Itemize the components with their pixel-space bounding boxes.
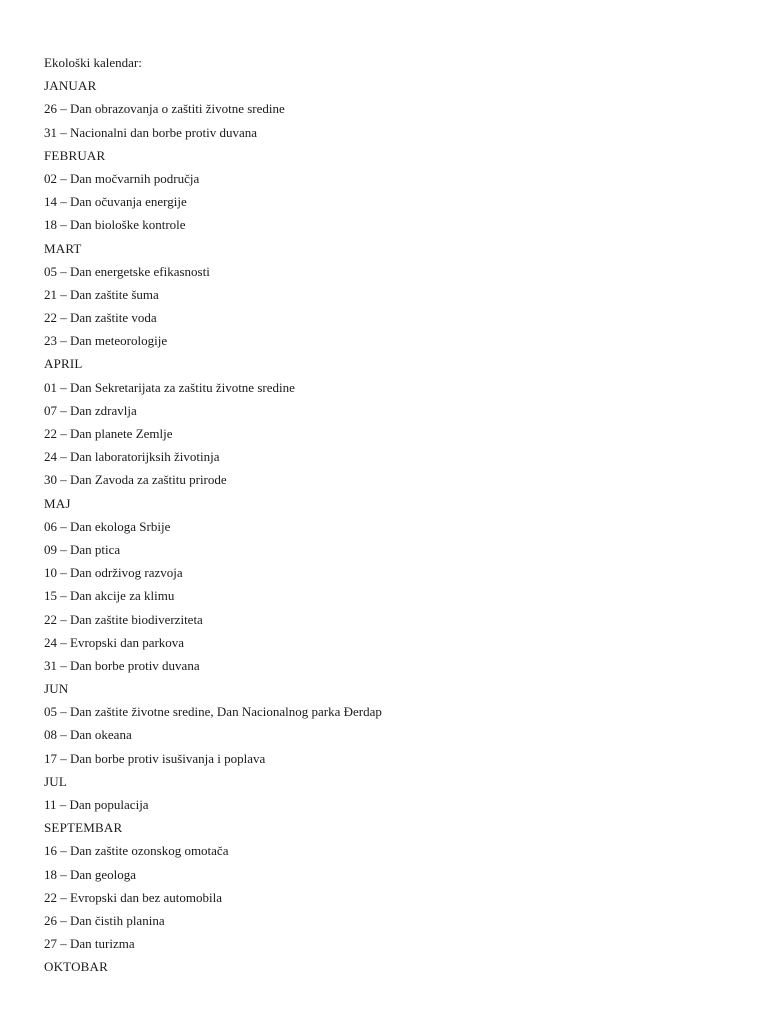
calendar-entry: 31 – Nacionalni dan borbe protiv duvana: [44, 124, 257, 140]
calendar-entry: 07 – Dan zdravlja: [44, 402, 137, 418]
month-heading: OKTOBAR: [44, 959, 109, 975]
calendar-entry: 24 – Evropski dan parkova: [44, 634, 185, 650]
calendar-entry: 06 – Dan ekologa Srbije: [44, 518, 171, 534]
calendar-entry: 16 – Dan zaštite ozonskog omotača: [44, 843, 229, 859]
calendar-entry: 02 – Dan močvarnih područja: [44, 170, 200, 186]
calendar-entry: 22 – Dan zaštite voda: [44, 310, 157, 326]
calendar-entry: 05 – Dan zaštite životne sredine, Dan Nacionalnog parka Đerdap: [44, 704, 382, 720]
calendar-entry: 05 – Dan energetske efikasnosti: [44, 263, 210, 279]
calendar-entry: 22 – Evropski dan bez automobila: [44, 889, 222, 905]
month-heading: MART: [44, 240, 82, 256]
calendar-entry: 11 – Dan populacija: [44, 797, 149, 812]
calendar-entry: 31 – Dan borbe protiv duvana: [44, 657, 200, 673]
document-title: Ekološki kalendar:: [44, 55, 142, 70]
calendar-entry: 26 – Dan čistih planina: [44, 912, 165, 928]
calendar-entry: 18 – Dan geologa: [44, 866, 137, 882]
month-heading: JUL: [44, 773, 67, 789]
calendar-entry: 26 – Dan obrazovanja o zaštiti životne sredine: [44, 101, 285, 117]
calendar-list: [44, 74, 744, 978]
calendar-entry: 17 – Dan borbe protiv isušivanja i poplava: [44, 750, 266, 766]
calendar-entry: 10 – Dan održivog razvoja: [44, 565, 183, 581]
month-heading: APRIL: [44, 356, 83, 372]
calendar-entry: 22 – Dan planete Zemlje: [44, 426, 173, 441]
calendar-entry: 21 – Dan zaštite šuma: [44, 286, 159, 302]
calendar-entry: 18 – Dan biološke kontrole: [44, 217, 186, 233]
calendar-entry: 24 – Dan laboratorijksih životinja: [44, 449, 220, 465]
calendar-entry: 23 – Dan meteorologije: [44, 333, 168, 349]
calendar-entry: 09 – Dan ptica: [44, 541, 121, 557]
month-heading: JANUAR: [44, 78, 97, 94]
month-heading: SEPTEMBAR: [44, 820, 123, 836]
calendar-entry: 01 – Dan Sekretarijata za zaštitu životne sredine: [44, 379, 295, 395]
calendar-entry: 08 – Dan okeana: [44, 727, 132, 743]
month-heading: MAJ: [44, 495, 71, 511]
month-heading: JUN: [44, 681, 69, 697]
calendar-entry: 14 – Dan očuvanja energije: [44, 194, 187, 210]
calendar-entry: 27 – Dan turizma: [44, 936, 135, 952]
calendar-entry: 30 – Dan Zavoda za zaštitu prirode: [44, 472, 227, 488]
calendar-entry: 15 – Dan akcije za klimu: [44, 588, 175, 604]
month-heading: FEBRUAR: [44, 147, 106, 163]
calendar-entry: 22 – Dan zaštite biodiverziteta: [44, 611, 203, 627]
document-body: [44, 51, 744, 979]
